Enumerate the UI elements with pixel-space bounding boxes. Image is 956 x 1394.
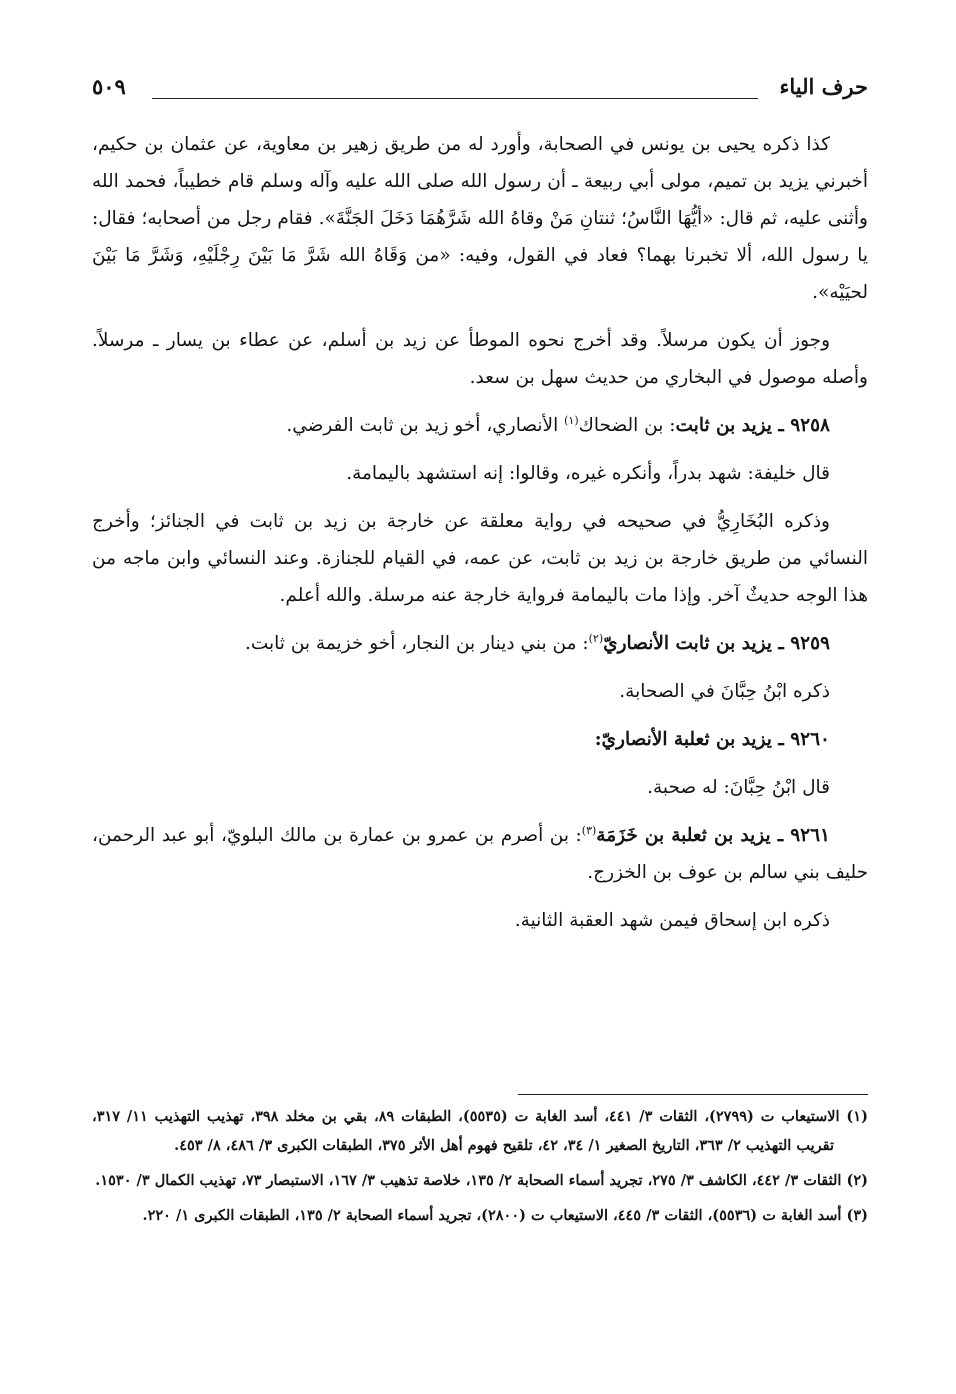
entry-heading: ٩٢٥٩ ـ يزيد بن ثابت الأنصاريّ: [603, 633, 830, 654]
footnote: (٢) الثقات ٣/ ٤٤٢، الكاشف ٣/ ٢٧٥، تجريد أسماء الصحابة ٢/ ١٣٥، خلاصة تذهيب ٣/ ١٦٧، الاستبصار ٧٣، تهذيب الكمال ٣/ ١٥٣٠.: [95, 1172, 868, 1189]
entry-9259: [92, 625, 868, 662]
entry-text: : بن الضحاك: [578, 415, 676, 436]
paragraph: قال خليفة: شهد بدراً، وأنكره غيره، وقالوا: إنه استشهد باليمامة.: [346, 463, 830, 484]
footnote-ref[interactable]: (٣): [581, 823, 597, 837]
paragraph: وجوز أن يكون مرسلاً. وقد أخرج نحوه الموطأ عن زيد بن أسلم، عن عطاء بن يسار ـ مرسلاً. وأصله موصول في البخاري من حديث سهل بن سعد.: [92, 330, 868, 388]
entry-9258: [92, 407, 868, 444]
paragraph: قال ابْنُ حِبَّانَ: له صحبة.: [647, 777, 830, 798]
paragraph: ذكره ابْنُ حِبَّانَ في الصحابة.: [619, 681, 830, 702]
paragraph: كذا ذكره يحيى بن يونس في الصحابة، وأورد له من طريق زهير بن معاوية، عن عثمان بن حكيم، أخبرني يزيد بن تميم، مولى أبي ربيعة ـ أن رسول الله صلى الله عليه وآله وسلم قام خطيباً، فحمد الله وأثنى عليه، ثم قال: «أيُّهَا النَّاسُ؛ ثنتانِ مَنْ وقاهُ الله شَرَّهُمَا دَخَلَ الجَنَّةَ». فقام رجل من أصحابه؛ فقال: يا رسول الله، ألا تخبرنا بهما؟ فعاد في القول، وفيه: «من وَقَاهُ الله شَرَّ مَا بَيْنَ رِجْلَيْهِ، وَشَرَّ مَا بَيْنَ لحيَيْه».: [92, 134, 868, 303]
entry-heading: ٩٢٦١ ـ يزيد بن ثعلبة بن خَزَمَة: [596, 825, 830, 846]
paragraph: وذكره البُخَارِيُّ في صحيحه في رواية معلقة عن خارجة بن زيد بن ثابت في الجنائز؛ وأخرج النسائي من طريق خارجة بن زيد بن ثابت، عن عمه، في القيام للجنازة. وعند النسائي وابن ماجه من هذا الوجه حديثٌ آخر. وإذا مات باليمامة فرواية خارجة عنه مرسلة. والله أعلم.: [92, 511, 868, 606]
entry-heading: ٩٢٥٨ ـ يزيد بن ثابت: [675, 415, 830, 436]
footnotes: [92, 1102, 868, 1236]
page-number: ٥٠٩: [92, 74, 126, 99]
header-rule: [152, 98, 758, 99]
chapter-title: حرف الياء: [779, 74, 868, 99]
entry-text: : من بني دينار بن النجار، أخو خزيمة بن ثابت.: [244, 633, 589, 654]
footnote-ref[interactable]: (١): [564, 413, 579, 427]
footnote: (١) الاستيعاب ت (٢٧٩٩)، الثقات ٣/ ٤٤١، أسد الغابة ت (٥٥٣٥)، الطبقات ٨٩، بقي بن مخلد ٣٩٨، تهذيب التهذيب ١١/ ٣١٧، تقريب التهذيب ٢/ ٣٦٣، التاريخ الصغير ١/ ٣٤، ٤٢، تلقيح فهوم أهل الأثر ٣٧٥، الطبقات الكبرى ٣/ ٤٨٦، ٨/ ٤٥٣.: [92, 1108, 868, 1154]
entry-9261: [92, 817, 868, 891]
entry-heading: ٩٢٦٠ ـ يزيد بن ثعلبة الأنصاريّ:: [594, 729, 830, 750]
footnote-rule: [518, 1094, 868, 1095]
page-header: [92, 74, 868, 114]
entry-text: : بن أصرم بن عمرو بن عمارة بن مالك البلويّ، أبو عبد الرحمن، حليف بني سالم بن عوف بن الخزرج.: [92, 825, 868, 883]
footnote-ref[interactable]: (٢): [588, 631, 604, 645]
footnote: (٣) أسد الغابة ت (٥٥٣٦)، الثقات ٣/ ٤٤٥، الاستيعاب ت (٢٨٠٠)، تجريد أسماء الصحابة ٢/ ١٣٥، الطبقات الكبرى ١/ ٢٢٠.: [142, 1207, 868, 1224]
entry-9260: [92, 721, 868, 758]
paragraph: ذكره ابن إسحاق فيمن شهد العقبة الثانية.: [514, 910, 830, 931]
entry-text: الأنصاري، أخو زيد بن ثابت الفرضي.: [286, 415, 565, 436]
main-text: [92, 126, 868, 950]
book-page: [92, 62, 868, 1382]
